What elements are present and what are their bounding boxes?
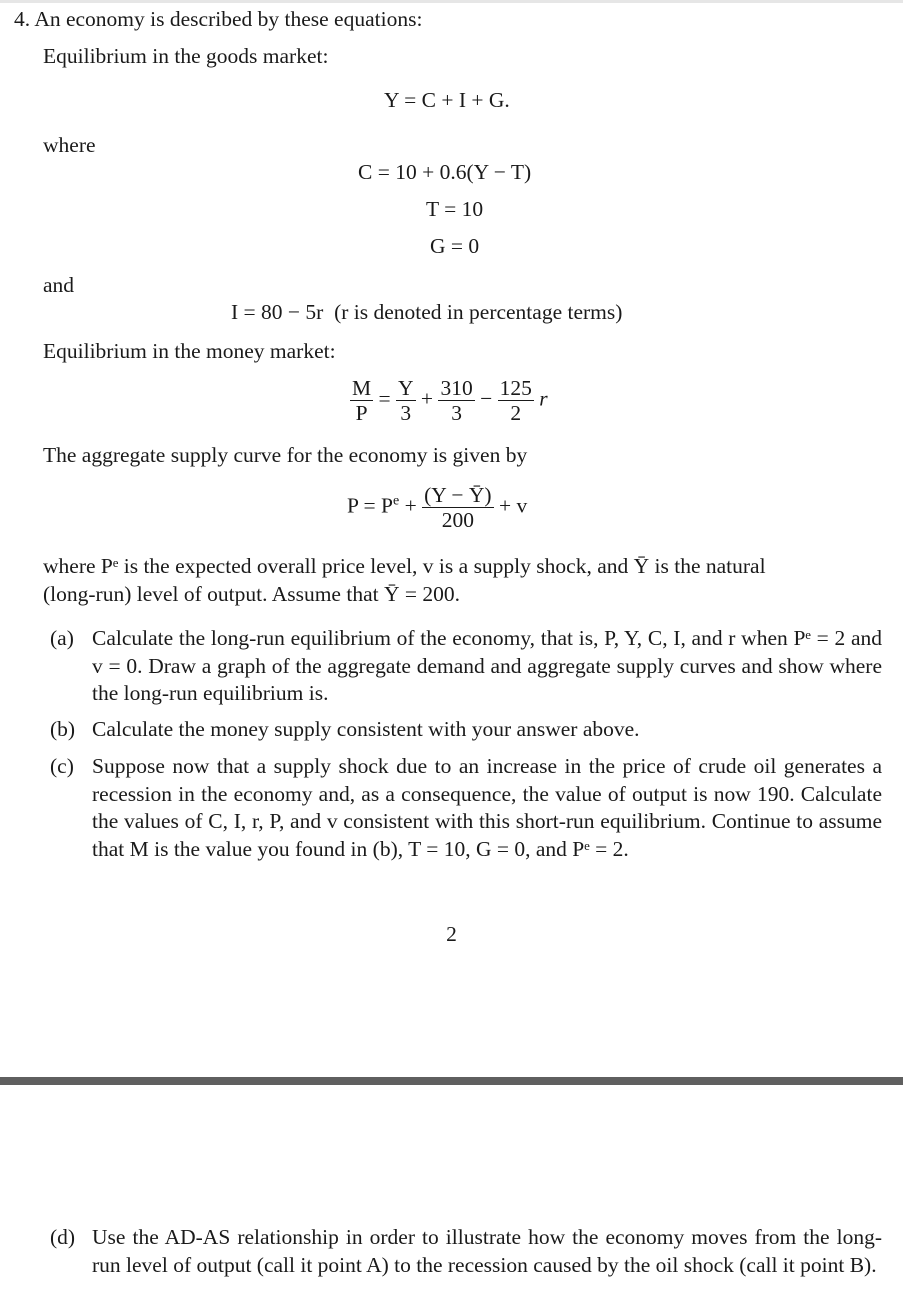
money-market-label: Equilibrium in the money market: [43, 339, 336, 363]
part-a-text: Calculate the long-run equilibrium of the economy, that is, P, Y, C, I, and r when Pᵉ = 2 and v = 0. Draw a graph of the aggregate demand and aggregate supply curves and show where the long-run equilibrium is. [92, 626, 882, 705]
part-c-text: Suppose now that a supply shock due to an increase in the price of crude oil generates a recession in the economy and, as a consequence, the value of output is now 190. Calculate the values of C, I, r, P, and v consistent with this short-run equilibrium. Continue to assume that M is the value you found in (b), T = 10, G = 0, and Pᵉ = 2. [92, 754, 882, 861]
money-term3-num: 125 [499, 376, 532, 400]
as-pe-sup: e [393, 493, 400, 509]
part-c [50, 753, 882, 893]
where-label: where [43, 133, 96, 157]
investment-equation [231, 300, 622, 325]
and-label: and [43, 273, 75, 297]
tax-equation: T = 10 [426, 197, 484, 221]
consumption-equation: C = 10 + 0.6(Y − T) [358, 160, 532, 184]
top-border [0, 0, 903, 3]
definitions-line-2: (long-run) level of output. Assume that Ȳ = 200. [43, 582, 460, 606]
part-a [50, 625, 882, 710]
money-lhs-fraction [350, 376, 373, 425]
money-term2-den: 3 [438, 400, 474, 425]
investment-note: (r is denoted in percentage terms) [334, 300, 623, 324]
part-b-text: Calculate the money supply consistent with your answer above. [92, 717, 640, 741]
money-term1-den: 3 [396, 400, 416, 425]
page-number: 2 [446, 922, 457, 946]
as-tail: + v [498, 493, 528, 518]
money-lhs-den: P [350, 400, 373, 425]
part-d [50, 1224, 882, 1309]
goods-market-label: Equilibrium in the goods market: [43, 44, 329, 68]
part-a-label: (a) [50, 626, 74, 650]
money-term1-num: Y [398, 376, 414, 400]
investment-formula: I = 80 − 5r [231, 300, 324, 324]
money-term2-fraction [438, 376, 474, 425]
money-term3-fraction [498, 376, 534, 425]
definitions-line-1: where Pᵉ is the expected overall price level, v is a supply shock, and Ȳ is the natural [43, 554, 766, 578]
money-term2-num: 310 [440, 376, 473, 400]
money-term1-fraction [396, 376, 416, 425]
as-label: The aggregate supply curve for the economy is given by [43, 443, 528, 467]
as-equation: $P = P^e$ + $\frac{(Y - Ȳ)}{200}$ + v [347, 483, 528, 532]
part-d-label: (d) [50, 1225, 76, 1249]
page-divider [0, 1077, 903, 1085]
money-term3-den: 2 [498, 400, 534, 425]
government-equation: G = 0 [430, 234, 480, 258]
goods-equation: Y = C + I + G. [384, 88, 510, 112]
as-fraction [422, 483, 493, 532]
as-frac-num: (Y − Ȳ) [424, 483, 492, 507]
money-term3-var: r [539, 386, 548, 411]
part-b [50, 716, 882, 746]
as-lhs: P = P [347, 493, 393, 518]
part-b-label: (b) [50, 717, 76, 741]
money-lhs-num: M [352, 376, 372, 400]
part-d-text: Use the AD-AS relationship in order to illustrate how the economy moves from the long-run level of output (call it point A) to the recession caused by the oil shock (call it point B). [92, 1225, 882, 1277]
part-c-label: (c) [50, 754, 74, 778]
problem-heading: 4. An economy is described by these equations: [14, 7, 423, 31]
as-frac-den: 200 [422, 507, 493, 532]
money-equation: $\frac{M}{P}$ = $\frac{Y}{3}$ + $\frac{310}{3}$ − $\frac{125}{2}$ r [352, 376, 548, 425]
